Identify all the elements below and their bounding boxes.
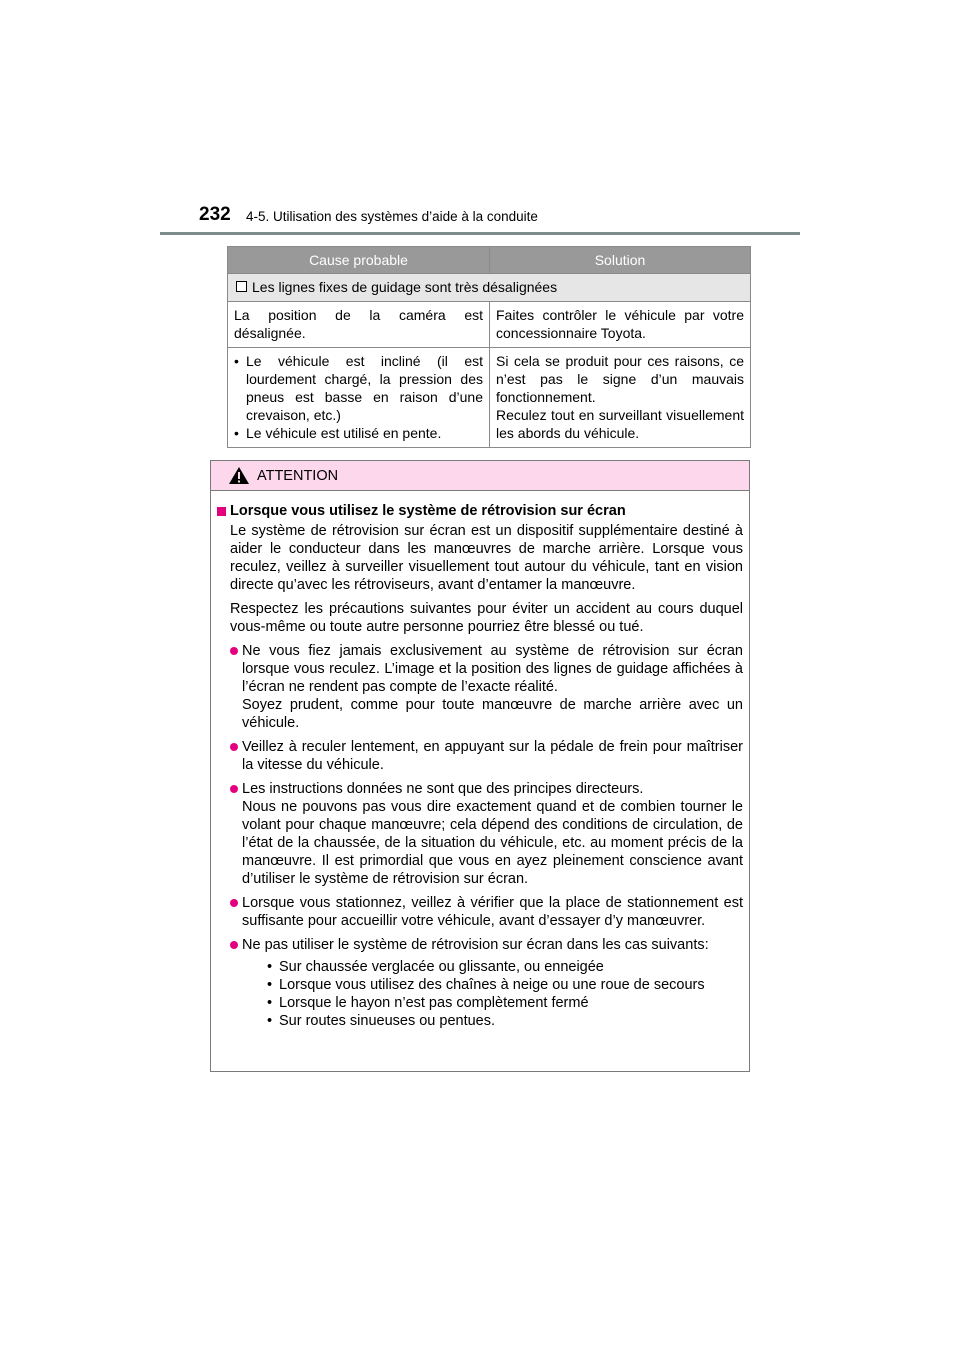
header-rule [160, 232, 800, 235]
bullet-dot-icon: • [267, 995, 273, 1011]
attention-header [211, 461, 749, 491]
table-header-row [228, 247, 751, 274]
cause-item-text: Le véhicule est incliné (il est lourdement chargé, la pression des pneus est basse en raison d’une crevaison, etc.) [246, 353, 483, 423]
cause-item-text: Le véhicule est utilisé en pente. [246, 425, 442, 441]
list-item [267, 1012, 743, 1030]
cause-cell [228, 348, 490, 448]
list-item [230, 936, 743, 1030]
bullet-dot-icon: • [267, 977, 273, 993]
item-line: Veillez à reculer lentement, en appuyant sur la pédale de frein pour maîtriser la vitesse du véhicule. [242, 739, 743, 773]
list-item [230, 894, 743, 930]
circle-bullet-icon [230, 743, 238, 751]
list-item [230, 780, 743, 888]
list-item [234, 352, 483, 424]
section-title: 4-5. Utilisation des systèmes d’aide à la conduite [246, 209, 538, 224]
list-item [230, 738, 743, 774]
solution-line: Si cela se produit pour ces raisons, ce n’est pas le signe d’un mauvais fonctionnement. [496, 353, 744, 405]
circle-bullet-icon [230, 785, 238, 793]
attention-paragraph: Respectez les précautions suivantes pour éviter un accident au cours duquel vous-même ou toute autre personne pourriez être blessé ou tué. [230, 601, 743, 635]
bullet-dot-icon: • [234, 353, 239, 369]
bullet-dot-icon: • [267, 959, 273, 975]
list-item [230, 642, 743, 732]
table-subheader-row [228, 274, 751, 302]
checkbox-icon [236, 281, 247, 292]
item-line: Ne pas utiliser le système de rétrovision sur écran dans les cas suivants: [242, 937, 709, 953]
sub-bullet-text: Lorsque le hayon n’est pas complètement fermé [279, 995, 589, 1011]
solution-line: Reculez tout en surveillant visuellement les abords du véhicule. [496, 407, 744, 441]
bullet-dot-icon: • [234, 425, 239, 441]
bullet-dot-icon: • [267, 1013, 273, 1029]
column-header-solution: Solution [490, 247, 751, 274]
circle-bullet-icon [230, 899, 238, 907]
column-header-cause: Cause probable [228, 247, 490, 274]
item-line: Lorsque vous stationnez, veillez à vérifier que la place de stationnement est suffisante pour accueillir votre véhicule, avant d’essayer d’y manœuvrer. [242, 895, 743, 929]
item-line: Nous ne pouvons pas vous dire exactement quand et de combien tourner le volant pour chaque manœuvre; cela dépend des conditions de circulation, de l’état de la chaussée, de la situation du véhicule, etc. au moment précis de la manœuvre. Il est primordial que vous en ayez pleinement conscience avant d’utiliser le système de rétrovision sur écran. [242, 799, 743, 887]
attention-box [210, 460, 750, 1072]
cause-cell: La position de la caméra est désalignée. [228, 302, 490, 348]
sub-bullet-list [267, 958, 743, 1030]
warning-triangle-icon [228, 466, 250, 485]
item-line: Ne vous fiez jamais exclusivement au système de rétrovision sur écran lorsque vous reculez. L’image et la position des lignes de guidage affichées à l’écran ne rendent pas compte de l’exacte réalité. [242, 643, 743, 695]
list-item [234, 424, 483, 442]
attention-title-text: Lorsque vous utilisez le système de rétrovision sur écran [230, 503, 626, 519]
square-bullet-icon [217, 507, 226, 516]
item-line: Les instructions données ne sont que des principes directeurs. [242, 781, 644, 797]
page-number: 232 [199, 204, 231, 225]
circle-bullet-icon [230, 647, 238, 655]
solution-cell [490, 348, 751, 448]
cause-solution-table [227, 246, 751, 448]
attention-title [217, 502, 743, 520]
attention-label: ATTENTION [257, 467, 339, 484]
attention-body [211, 491, 749, 1030]
sub-bullet-text: Sur chaussée verglacée ou glissante, ou enneigée [279, 959, 604, 975]
list-item [267, 976, 743, 994]
table-subheader [228, 274, 751, 302]
circle-bullet-icon [230, 941, 238, 949]
table-row [228, 302, 751, 348]
item-line: Soyez prudent, comme pour toute manœuvre de marche arrière avec un véhicule. [242, 697, 743, 731]
solution-cell: Faites contrôler le véhicule par votre concessionnaire Toyota. [490, 302, 751, 348]
sub-bullet-text: Lorsque vous utilisez des chaînes à neige ou une roue de secours [279, 977, 705, 993]
attention-paragraph: Le système de rétrovision sur écran est un dispositif supplémentaire destiné à aider le conducteur dans les manœuvres de marche arrière. Lorsque vous reculez, veillez à surveiller visuellement tout autour du véhicule, tant en vision directe qu’avec les rétroviseurs, avant d’entamer la manœuvre. [230, 523, 743, 593]
list-item [267, 958, 743, 976]
sub-bullet-text: Sur routes sinueuses ou pentues. [279, 1013, 496, 1029]
subheader-text: Les lignes fixes de guidage sont très désalignées [252, 279, 558, 295]
list-item [267, 994, 743, 1012]
table-row [228, 348, 751, 448]
